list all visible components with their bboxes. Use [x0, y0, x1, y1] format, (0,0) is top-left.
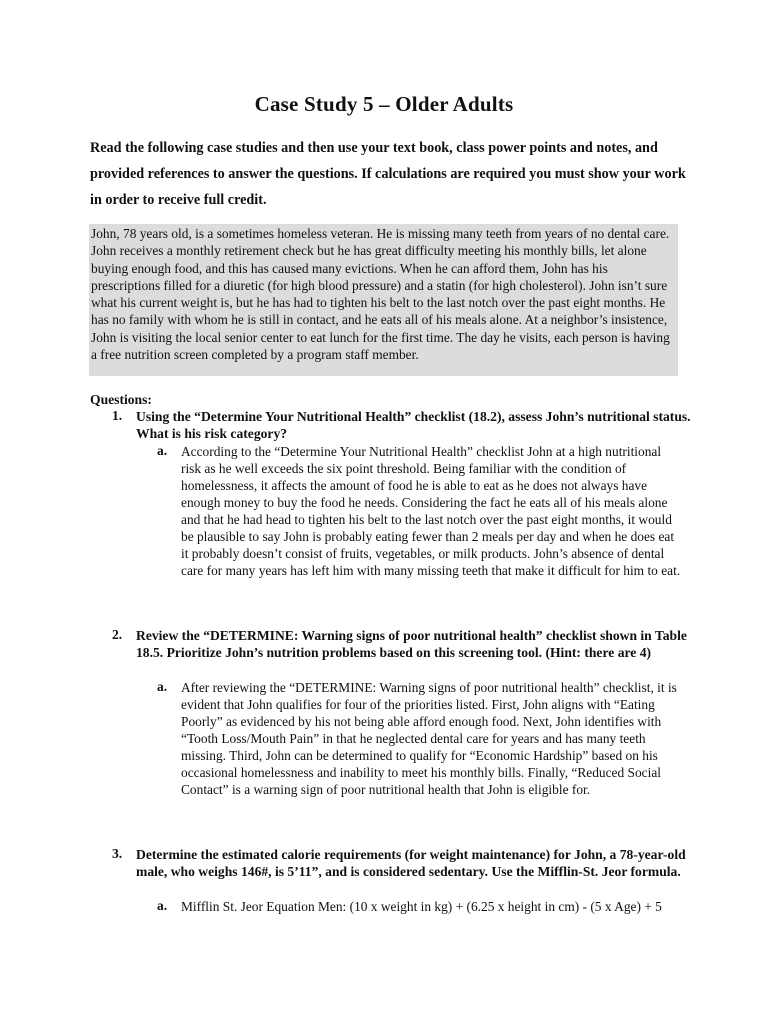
answer-letter: a. — [157, 679, 168, 694]
answer-text: Mifflin St. Jeor Equation Men: (10 x weight in kg) + (6.25 x height in cm) - (5 x Age) + 5 — [181, 899, 662, 914]
case-study-box: John, 78 years old, is a sometimes homeless veteran. He is missing many teeth from years of no dental care. John receives a monthly retirement check but he has great difficulty meeting his monthly bills, let alone buying enough food, and this has caused many evictions. When he can afford them, John has his prescriptions filled for a diuretic (for high blood pressure) and a statin (for high cholesterol). John isn’t sure what his current weight is, but he has had to tighten his belt to the last notch over the past eight months. He has no family with whom he is still in contact, and he eats all of his meals alone. At a neighbor’s insistence, John is visiting the local senior center to eat lunch for the first time. The day he visits, each person is having a free nutrition screen completed by a program staff member. — [89, 224, 678, 376]
answer-text: According to the “Determine Your Nutritional Health” checklist John at a high nutritional risk as he well exceeds the six point threshold. Being familiar with the condition of homelessness, it affects the amount of food he is able to eat as he does not always have enough money to buy the food he needs. Considering the fact he eats all of his meals alone and that he had head to tighten his belt to the last notch over the past eight months, it would be plausible to say John is probably eating fewer than 2 meals per day and when he does eat it probably doesn’t consist of fruits, vegetables, or milk products. John’s absence of dental care for many years has left him with many missing teeth that make it difficult for him to eat. — [181, 444, 681, 578]
question-number: 2. — [112, 627, 123, 642]
answer-letter: a. — [157, 898, 168, 913]
question-number: 3. — [112, 846, 123, 861]
questions-heading: Questions: — [90, 392, 152, 407]
answer-text: After reviewing the “DETERMINE: Warning signs of poor nutritional health” checklist, it is evident that John qualifies for four of the priorities listed. First, John aligns with “Eating Poorly” as evidenced by his not being able afford enough food. Next, John identifies with “Tooth Loss/Mouth Pain” in that he neglected dental care for years and has many teeth missing. Third, John can be determined to qualify for “Economic Hardship” based on his occasional homelessness and inability to meet his monthly bills. Finally, “Reduced Social Contact” is a warning sign of poor nutritional health that John is eligible for. — [181, 680, 677, 797]
question-number: 1. — [112, 408, 123, 423]
question-text: Determine the estimated calorie requirements (for weight maintenance) for John, a 78-year-old male, who weighs 146#, is 5’11”, and is considered sedentary. Use the Mifflin-St. Jeor formula. — [136, 847, 686, 879]
instructions-paragraph: Read the following case studies and then use your text book, class power points and notes, and provided references to answer the questions. If calculations are required you must show your work in order to receive full credit. — [90, 140, 686, 208]
question-text: Review the “DETERMINE: Warning signs of poor nutritional health” checklist shown in Table 18.5. Prioritize John’s nutrition problems based on this screening tool. (Hint: there are 4) — [136, 628, 687, 660]
question-text: Using the “Determine Your Nutritional Health” checklist (18.2), assess John’s nutritional status. What is his risk category? — [136, 409, 691, 441]
answer-letter: a. — [157, 443, 168, 458]
page-title: Case Study 5 – Older Adults — [254, 92, 514, 116]
